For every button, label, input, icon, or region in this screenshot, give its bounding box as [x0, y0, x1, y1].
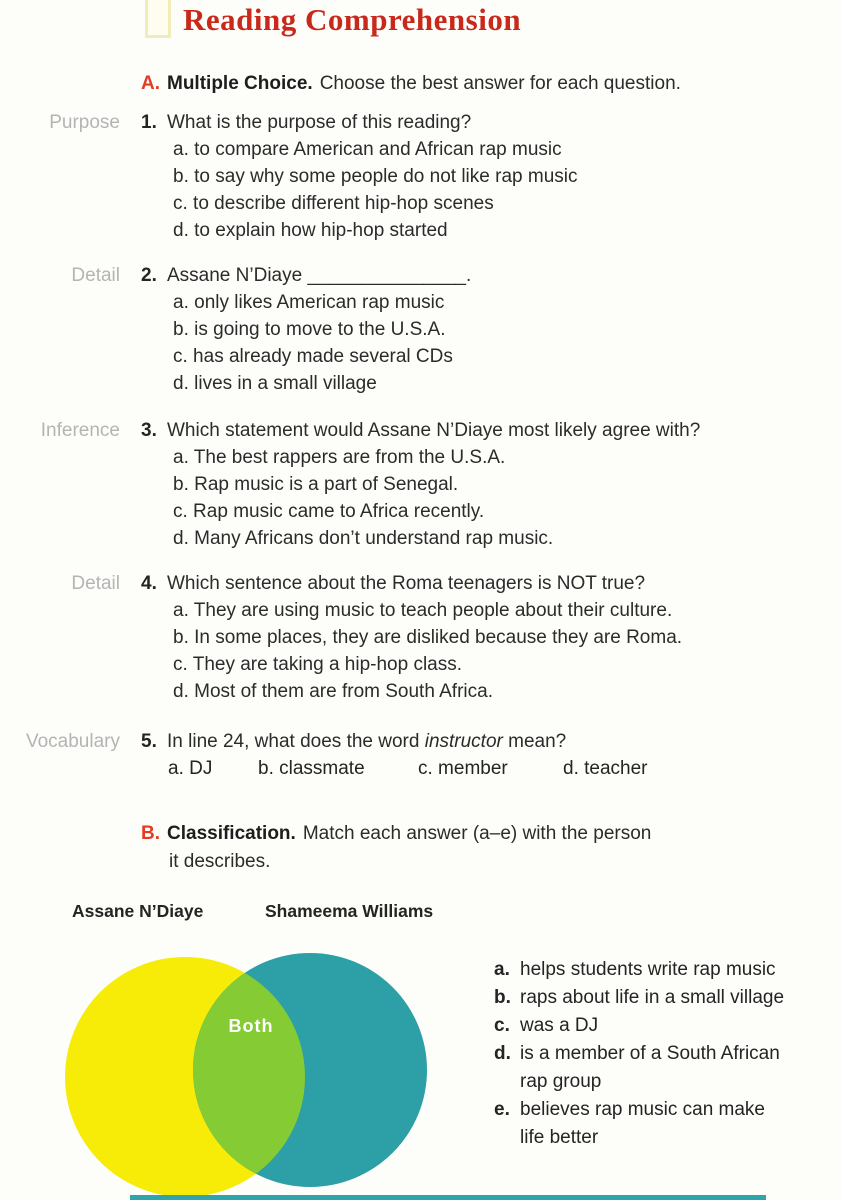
section-a-instructions: Choose the best answer for each question. — [319, 73, 681, 94]
item-text: helps students write rap music — [520, 959, 776, 980]
question-number: 3. — [141, 420, 157, 441]
answer-option-4a[interactable]: a. They are using music to teach people about their culture. — [173, 600, 673, 621]
question-text: Which sentence about the Roma teenagers is NOT true? — [167, 573, 646, 594]
question-text: mean? — [502, 731, 567, 752]
question-number: 2. — [141, 265, 157, 286]
skill-label-detail: Detail — [71, 265, 120, 286]
venn-diagram — [40, 942, 460, 1200]
skill-label-purpose: Purpose — [49, 112, 120, 133]
answer-option-3a[interactable]: a. The best rappers are from the U.S.A. — [173, 447, 506, 468]
question-1 — [0, 109, 841, 244]
skill-label-vocabulary: Vocabulary — [25, 731, 120, 752]
answer-option-5a[interactable]: a. DJ — [168, 758, 213, 779]
section-a-heading — [141, 70, 681, 98]
page-bottom-rule — [130, 1195, 766, 1200]
answer-option-1d[interactable]: d. to explain how hip-hop started — [173, 220, 448, 241]
section-a-name: Multiple Choice. — [167, 73, 313, 94]
answer-option-4c[interactable]: c. They are taking a hip-hop class. — [173, 654, 463, 675]
answer-option-1a[interactable]: a. to compare American and African rap music — [173, 139, 562, 160]
item-letter: d. — [494, 1043, 511, 1064]
item-text-line2: rap group — [520, 1071, 602, 1092]
answer-option-1b[interactable]: b. to say why some people do not like rap music — [173, 166, 578, 187]
question-3 — [0, 417, 841, 552]
answer-option-4b[interactable]: b. In some places, they are disliked because they are Roma. — [173, 627, 683, 648]
section-a-letter: A. — [141, 73, 160, 94]
item-text: is a member of a South African — [520, 1043, 780, 1064]
item-letter: c. — [494, 1015, 510, 1036]
question-text: Assane N’Diaye _______________. — [167, 265, 472, 286]
answer-option-5d[interactable]: d. teacher — [563, 758, 648, 779]
question-5 — [0, 728, 841, 782]
answer-option-3b[interactable]: b. Rap music is a part of Senegal. — [173, 474, 459, 495]
title-row — [0, 0, 841, 52]
question-text: What is the purpose of this reading? — [167, 112, 472, 133]
question-text-italic: instructor — [424, 731, 503, 752]
answer-option-2c[interactable]: c. has already made several CDs — [173, 346, 453, 367]
page-title: Reading Comprehension — [183, 2, 522, 37]
venn-right-person-label: Shameema Williams — [265, 901, 434, 921]
answer-option-1c[interactable]: c. to describe different hip-hop scenes — [173, 193, 494, 214]
venn-both-label: Both — [228, 1016, 274, 1036]
section-b-instructions-line2: it describes. — [169, 851, 271, 872]
item-letter: b. — [494, 987, 511, 1008]
answer-option-2a[interactable]: a. only likes American rap music — [173, 292, 445, 313]
list-item-a[interactable] — [494, 956, 839, 984]
skill-label-inference: Inference — [40, 420, 120, 441]
venn-left-person-label: Assane N’Diaye — [72, 901, 204, 921]
answer-option-5c[interactable]: c. member — [418, 758, 508, 779]
section-marker-icon — [145, 0, 171, 38]
list-item-b[interactable] — [494, 984, 839, 1012]
question-text: In line 24, what does the word — [167, 731, 425, 752]
classification-answer-list — [494, 956, 839, 1152]
answer-option-3d[interactable]: d. Many Africans don’t understand rap music. — [173, 528, 554, 549]
section-b-instructions-line1: Match each answer (a–e) with the person — [302, 823, 652, 844]
section-b-letter: B. — [141, 823, 160, 844]
answer-option-5b[interactable]: b. classmate — [258, 758, 365, 779]
answer-option-3c[interactable]: c. Rap music came to Africa recently. — [173, 501, 485, 522]
section-b-heading — [141, 820, 651, 876]
question-number: 4. — [141, 573, 157, 594]
answer-option-4d[interactable]: d. Most of them are from South Africa. — [173, 681, 493, 702]
section-b-name: Classification. — [167, 823, 296, 844]
question-4 — [0, 570, 841, 705]
skill-label-detail: Detail — [71, 573, 120, 594]
list-item-c[interactable] — [494, 1012, 839, 1040]
list-item-d[interactable] — [494, 1040, 839, 1096]
item-text: believes rap music can make — [520, 1099, 765, 1120]
list-item-e[interactable] — [494, 1096, 839, 1152]
question-text: Which statement would Assane N’Diaye most likely agree with? — [167, 420, 701, 441]
answer-option-2b[interactable]: b. is going to move to the U.S.A. — [173, 319, 446, 340]
item-letter: a. — [494, 959, 510, 980]
item-text: raps about life in a small village — [520, 987, 785, 1008]
item-letter: e. — [494, 1099, 510, 1120]
answer-option-2d[interactable]: d. lives in a small village — [173, 373, 377, 394]
question-number: 1. — [141, 112, 157, 133]
item-text-line2: life better — [520, 1127, 599, 1148]
question-number: 5. — [141, 731, 157, 752]
question-2 — [0, 262, 841, 397]
item-text: was a DJ — [520, 1015, 599, 1036]
